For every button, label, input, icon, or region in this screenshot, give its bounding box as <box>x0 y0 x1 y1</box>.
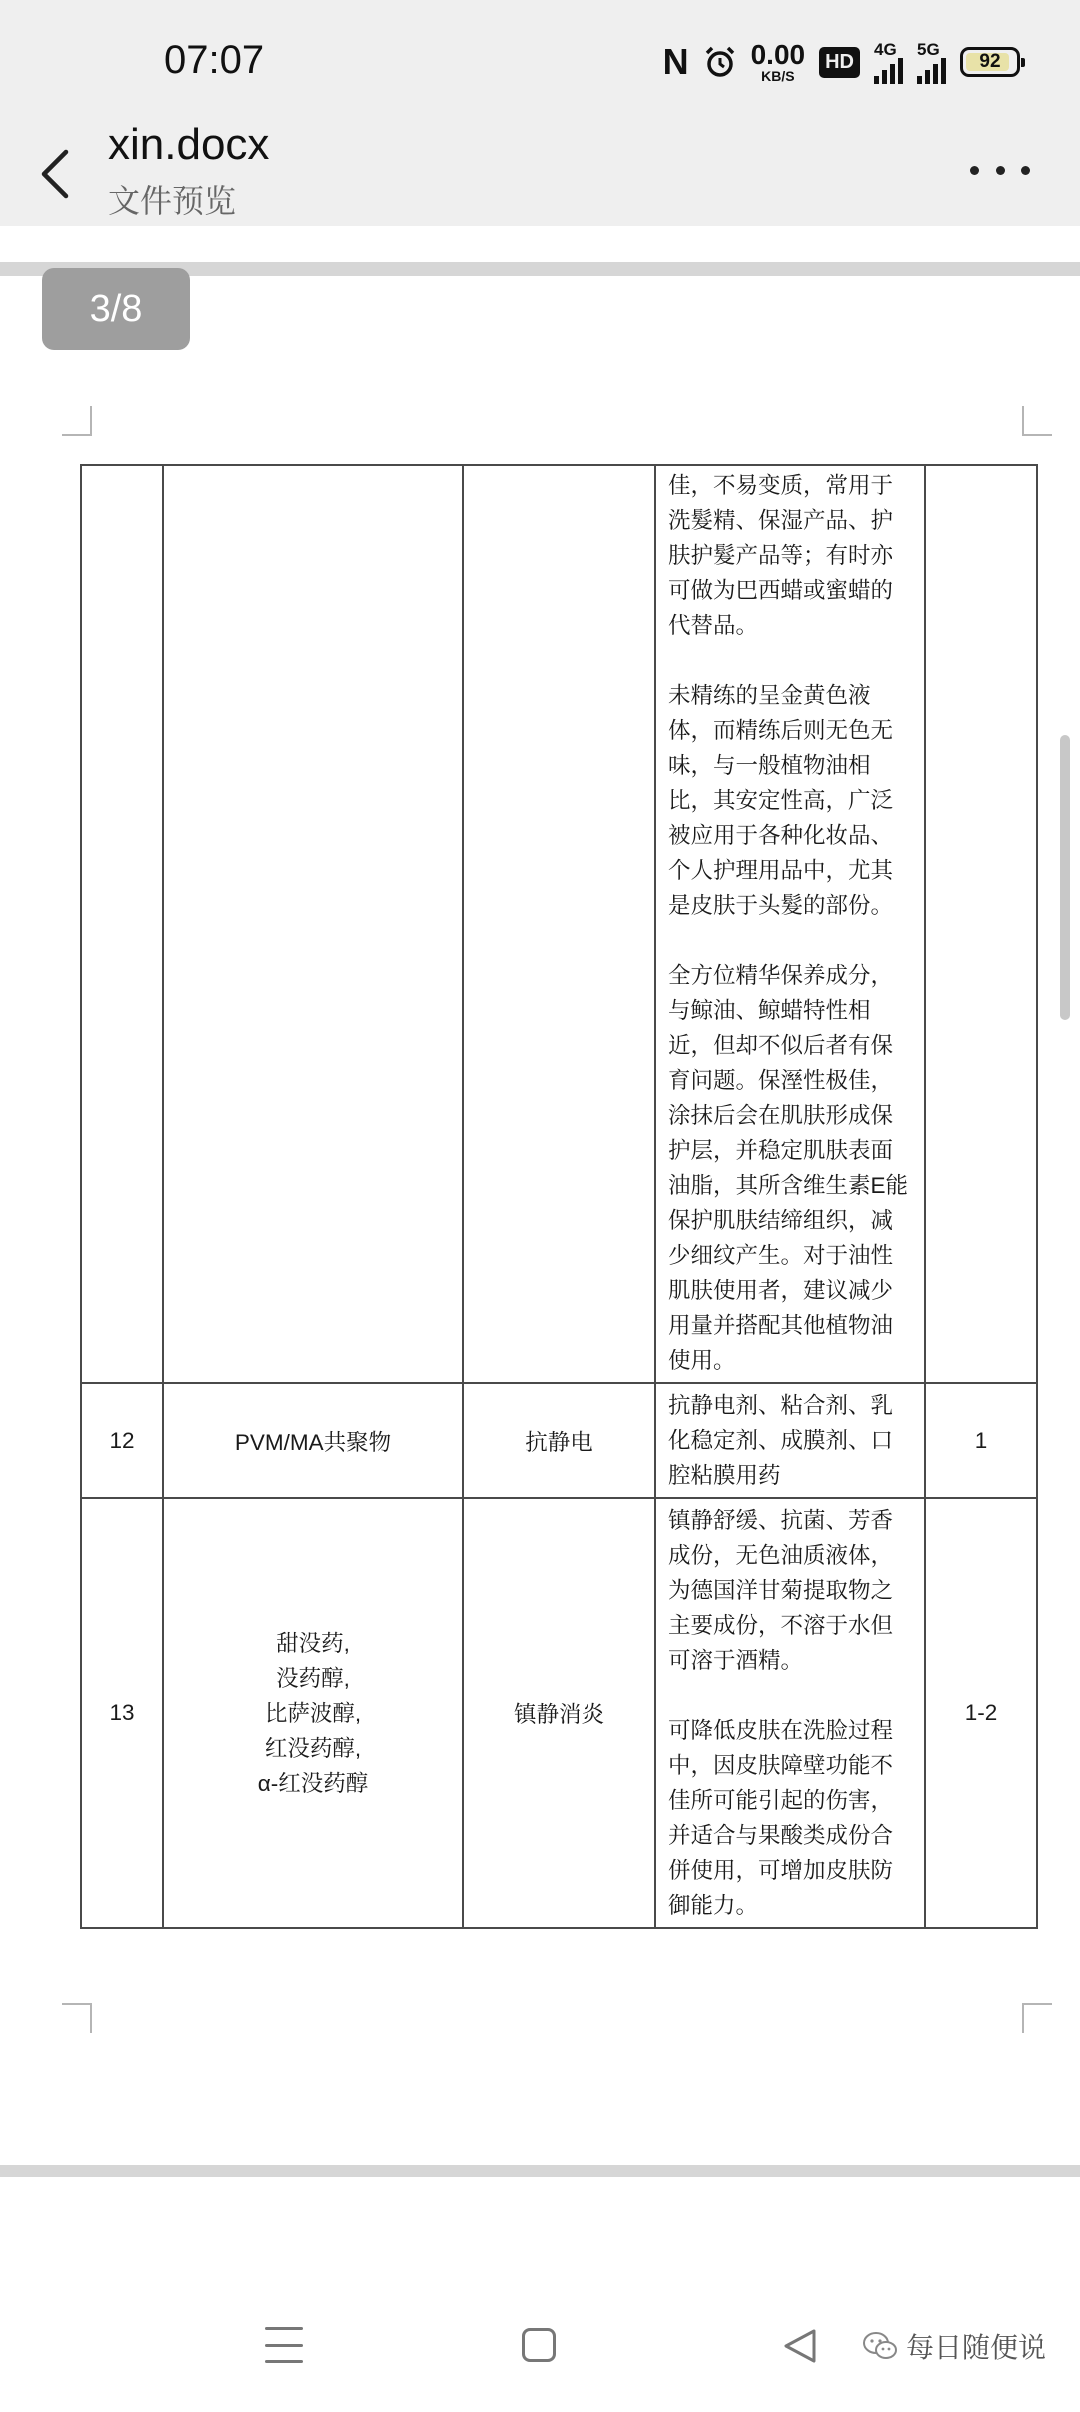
table-cell <box>925 465 1037 1383</box>
chevron-left-icon[interactable] <box>30 132 80 212</box>
page-corner-mark <box>1022 2003 1052 2033</box>
home-square-icon[interactable] <box>522 2328 556 2362</box>
description-cell <box>655 1383 925 1498</box>
status-bar <box>0 0 1080 120</box>
signal-4g <box>874 41 903 84</box>
document-subtitle: 文件预览 <box>108 183 237 219</box>
page-divider <box>0 2165 1080 2177</box>
ingredient-function: 镇静消炎 <box>463 1498 655 1928</box>
title-bar <box>0 120 1080 226</box>
table-cell <box>463 465 655 1383</box>
page-corner-mark <box>62 2003 92 2033</box>
network-4g-label: 4G <box>874 39 897 59</box>
battery-level: 92 <box>979 51 1001 72</box>
network-5g-label: 5G <box>917 39 940 59</box>
page-indicator: 3/8 <box>42 268 190 350</box>
ingredient-name-line: 没药醇, <box>276 1665 350 1691</box>
description-cell <box>655 465 925 1383</box>
status-time: 07:07 <box>164 38 265 82</box>
description-paragraph: 未精练的呈金黄色液体，而精练后则无色无味，与一般植物油相比，其安定性高，广泛被应用于各种化妆品、个人护理用品中，尤其是皮肤于头髮的部份。 <box>668 683 894 918</box>
net-speed <box>751 41 806 83</box>
page-corner-mark <box>62 406 92 436</box>
battery-icon <box>960 47 1020 77</box>
signal-bars-icon <box>917 58 946 84</box>
more-dots-icon[interactable] <box>970 150 1030 190</box>
ingredient-function: 抗静电 <box>463 1383 655 1498</box>
table-row <box>81 1498 1037 1928</box>
ingredient-name <box>163 1498 463 1928</box>
alarm-icon <box>703 45 737 79</box>
description-paragraph: 镇静舒缓、抗菌、芳香成份，无色油质液体，为德国洋甘菊提取物之主要成份，不溶于水但可溶于酒精。 <box>668 1508 894 1673</box>
row-value: 1 <box>925 1383 1037 1498</box>
signal-bars-icon <box>874 58 903 84</box>
ingredient-name-line: α-红没药醇 <box>257 1770 369 1796</box>
signal-5g <box>917 41 946 84</box>
page-corner-mark <box>1022 406 1052 436</box>
ingredient-name-line: 红没药醇, <box>264 1735 362 1761</box>
row-number: 12 <box>81 1383 163 1498</box>
document-title: xin.docx <box>108 120 270 169</box>
navigation-bar <box>0 2177 1080 2412</box>
net-speed-value: 0.00 <box>750 39 806 70</box>
description-paragraph: 全方位精华保养成分，与鲸油、鲸蜡特性相近，但却不似后者有保育问题。保溼性极佳，涂抹后会在肌肤形成保护层，并稳定肌肤表面油脂，其所含维生素E能保护肌肤结缔组织，减少细纹产生。对于油性肌肤使用者，建议减少用量并搭配其他植物油使用。 <box>668 963 909 1373</box>
watermark-text: 每日随便说 <box>906 2332 1047 2363</box>
nfc-icon: N <box>662 41 689 82</box>
ingredient-table <box>80 464 1038 1929</box>
description-paragraph: 抗静电剂、粘合剂、乳化稳定剂、成膜剂、口腔粘膜用药 <box>668 1393 894 1488</box>
wechat-icon <box>862 2331 898 2361</box>
status-icons <box>663 40 1020 84</box>
ingredient-name: PVM/MA共聚物 <box>163 1383 463 1498</box>
ingredient-name-line: 甜没药, <box>276 1630 350 1656</box>
description-paragraph: 可降低皮肤在洗脸过程中，因皮肤障壁功能不佳所可能引起的伤害，并适合与果酸类成份合併使用，可增加皮肤防御能力。 <box>668 1718 894 1918</box>
description-paragraph: 佳，不易变质，常用于洗髮精、保湿产品、护肤护髮产品等；有时亦可做为巴西蜡或蜜蜡的代替品。 <box>668 473 894 638</box>
ingredient-name-line: 比萨波醇, <box>264 1700 362 1726</box>
menu-icon[interactable] <box>265 2327 303 2363</box>
row-number: 13 <box>81 1498 163 1928</box>
row-value: 1-2 <box>925 1498 1037 1928</box>
hd-voice-badge: HD <box>819 47 860 78</box>
back-triangle-icon[interactable] <box>780 2326 820 2366</box>
table-cell <box>163 465 463 1383</box>
table-cell <box>81 465 163 1383</box>
table-row <box>81 1383 1037 1498</box>
scrollbar-thumb[interactable] <box>1060 735 1070 1020</box>
table-row <box>81 465 1037 1383</box>
watermark <box>862 2326 1046 2366</box>
description-cell <box>655 1498 925 1928</box>
net-speed-unit: KB/S <box>761 68 795 84</box>
